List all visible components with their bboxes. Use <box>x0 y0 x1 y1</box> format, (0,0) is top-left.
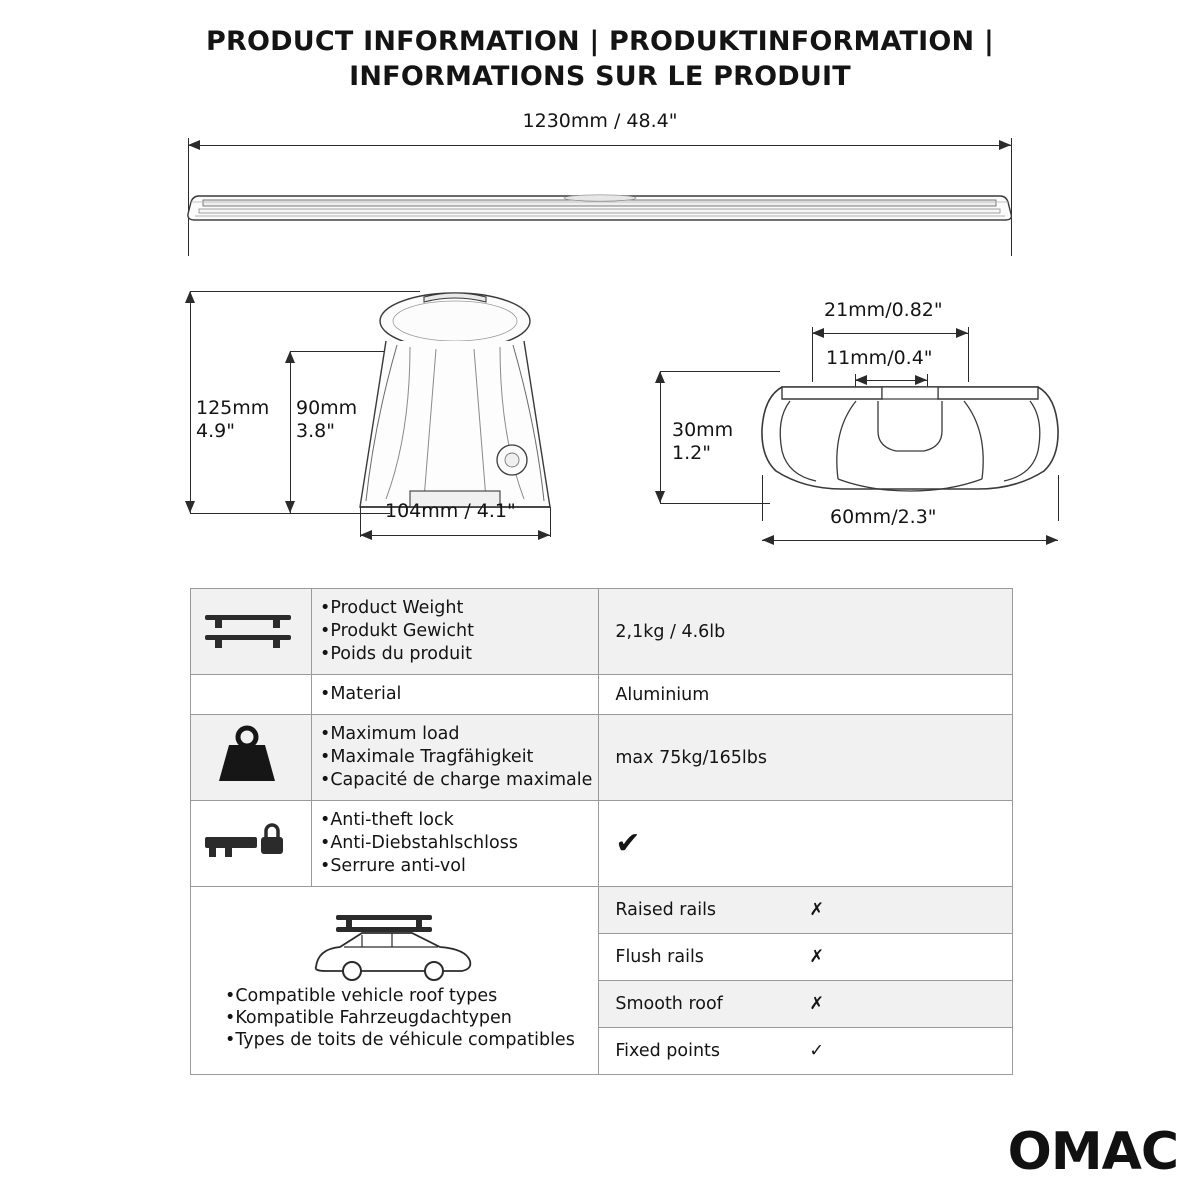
profile-height-arrow-top <box>655 371 665 383</box>
lock-labels <box>312 801 599 887</box>
foot-total-height-label: 125mm 4.9" <box>196 397 270 442</box>
table-row <box>599 887 1012 934</box>
weight-icon-cell <box>191 589 312 675</box>
weight-value: 2,1kg / 4.6lb <box>599 589 1013 675</box>
foot-width-tick-right <box>550 507 551 537</box>
profile-top-width-dimline <box>812 333 968 334</box>
dim-arrow-left <box>188 140 200 150</box>
flush-rails-value: ✗ <box>793 934 1012 981</box>
crossbar-illustration <box>185 168 1015 248</box>
profile-height-arrow-bottom <box>655 491 665 503</box>
raised-rails-value: ✗ <box>793 887 1012 934</box>
weight-label-de: •Produkt Gewicht <box>320 621 474 641</box>
foot-inner-height-dimline <box>290 351 291 513</box>
max-load-labels <box>312 715 599 801</box>
profile-top-width-arrow-right <box>956 328 968 338</box>
table-row <box>191 887 1013 1075</box>
foot-width-dimline <box>360 535 550 536</box>
roof-types-cell <box>191 887 599 1075</box>
bar-cross-section-illustration <box>760 371 1060 516</box>
weight-label-fr: •Poids du produit <box>320 644 472 664</box>
profile-width-dimline <box>762 540 1058 541</box>
foot-total-height-arrow-bottom <box>185 501 195 513</box>
foot-total-height-arrow-top <box>185 291 195 303</box>
lock-label-de: •Anti-Diebstahlschloss <box>320 833 518 853</box>
profile-height-label: 30mm 1.2" <box>672 419 734 464</box>
bar-length-label: 1230mm / 48.4" <box>522 110 678 132</box>
profile-width-tick-right <box>1058 475 1059 521</box>
page-title-line2: INFORMATIONS SUR LE PRODUIT <box>349 61 851 92</box>
foot-width-arrow-right <box>538 530 550 540</box>
profile-height-dimline <box>660 371 661 503</box>
foot-tower-illustration <box>340 285 570 525</box>
table-row <box>599 934 1012 981</box>
crossbar-length-drawing <box>185 110 1015 250</box>
foot-inner-height-arrow-bottom <box>285 501 295 513</box>
table-row <box>191 801 1013 887</box>
lock-icon-cell <box>191 801 312 887</box>
roof-label-fr: •Types de toits de véhicule compatibles <box>225 1029 575 1050</box>
roof-label-en: •Compatible vehicle roof types <box>225 985 498 1006</box>
max-load-value: max 75kg/165lbs <box>599 715 1013 801</box>
brand-logo <box>1008 1122 1178 1182</box>
max-load-label-fr: •Capacité de charge maximale <box>320 770 593 790</box>
raised-rails-name: Raised rails <box>599 887 793 934</box>
lock-value <box>599 801 1013 887</box>
table-row <box>599 1028 1012 1075</box>
weight-label-en: •Product Weight <box>320 598 464 618</box>
lock-key-icon <box>191 813 303 875</box>
roof-types-subtable <box>599 887 1012 1074</box>
material-label: •Material <box>320 684 402 704</box>
lock-label-fr: •Serrure anti-vol <box>320 856 466 876</box>
roof-types-subtable-cell <box>599 887 1013 1075</box>
material-value: Aluminium <box>599 675 1013 715</box>
page-title <box>0 24 1200 94</box>
profile-top-width-arrow-left <box>812 328 824 338</box>
fixed-points-name: Fixed points <box>615 1041 721 1061</box>
table-row <box>191 675 1013 715</box>
max-load-label-en: •Maximum load <box>320 724 460 744</box>
specifications-table <box>190 588 1013 1075</box>
material-labels <box>312 675 599 715</box>
page-title-line1: PRODUCT INFORMATION | PRODUKTINFORMATION | <box>205 26 995 57</box>
profile-and-foot-drawings <box>0 275 1200 565</box>
lock-check-icon: ✔ <box>615 825 641 861</box>
table-row <box>599 981 1012 1028</box>
table-row <box>191 589 1013 675</box>
smooth-roof-name: Smooth roof <box>599 981 793 1028</box>
profile-width-tick-left <box>762 475 763 521</box>
flush-rails-name: Flush rails <box>599 934 793 981</box>
roof-types-labels <box>197 985 592 1051</box>
max-load-label-de: •Maximale Tragfähigkeit <box>320 747 534 767</box>
foot-width-arrow-left <box>360 530 372 540</box>
weight-labels <box>312 589 599 675</box>
material-icon-cell <box>191 675 312 715</box>
max-load-icon-cell <box>191 715 312 801</box>
dim-arrow-right <box>999 140 1011 150</box>
foot-inner-height-arrow-top <box>285 351 295 363</box>
weight-icon <box>191 723 303 793</box>
dim-line <box>188 145 1011 146</box>
lock-label-en: •Anti-theft lock <box>320 810 454 830</box>
profile-slot-width-label: 11mm/0.4" <box>826 347 933 369</box>
roof-label-de: •Kompatible Fahrzeugdachtypen <box>225 1007 512 1028</box>
profile-width-arrow-left <box>762 535 774 545</box>
foot-width-label: 104mm / 4.1" <box>385 500 516 522</box>
brand-logo-text: OMAC <box>1007 1122 1178 1182</box>
crossbars-icon <box>191 601 303 663</box>
car-roof-rack-icon <box>300 905 490 985</box>
foot-total-height-dimline <box>190 291 191 513</box>
smooth-roof-value: ✗ <box>793 981 1012 1028</box>
profile-width-arrow-right <box>1046 535 1058 545</box>
foot-inner-height-label: 90mm 3.8" <box>296 397 358 442</box>
profile-width-label: 60mm/2.3" <box>830 506 937 528</box>
fixed-points-value: ✓ <box>809 1041 825 1061</box>
table-row <box>191 715 1013 801</box>
profile-height-ext-bottom <box>660 503 770 504</box>
profile-top-width-label: 21mm/0.82" <box>824 299 943 321</box>
